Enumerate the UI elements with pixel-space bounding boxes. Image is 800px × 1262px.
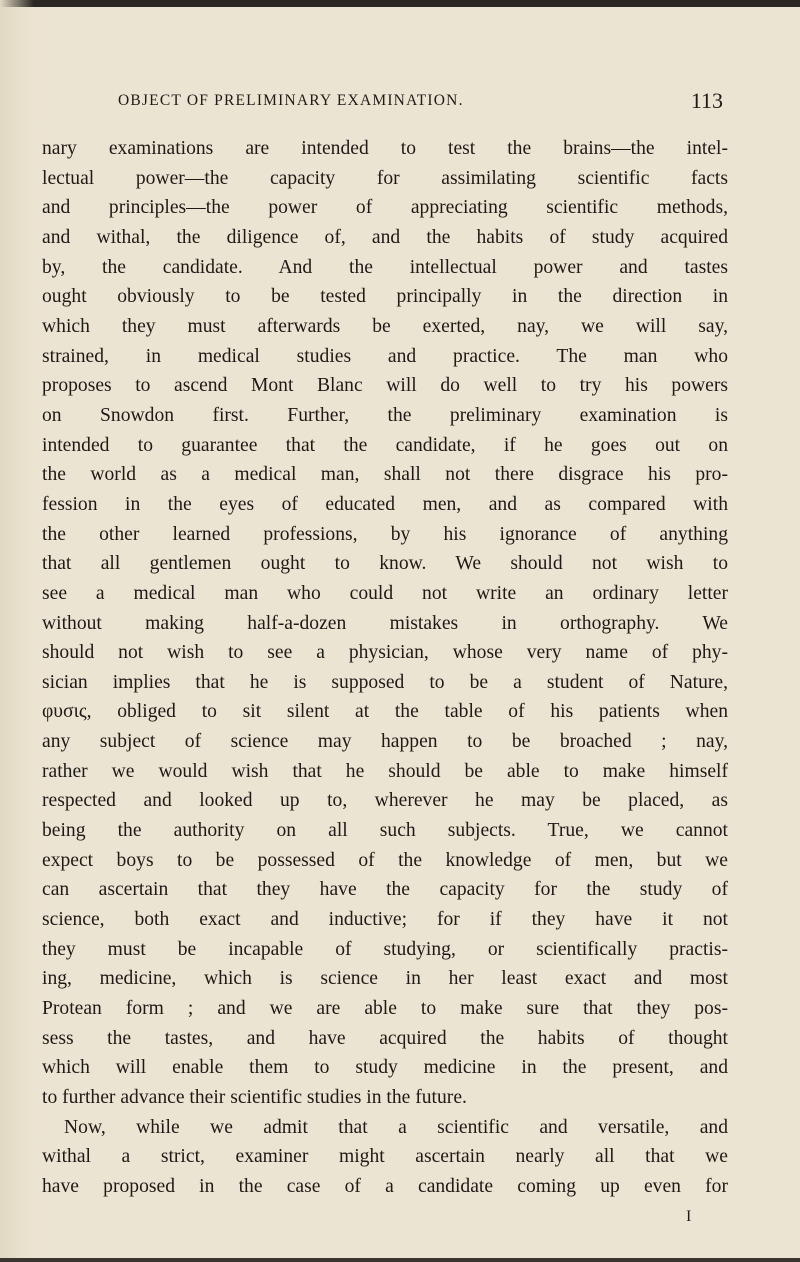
text-line: Protean form ; and we are able to make sure that they pos- [42, 998, 728, 1020]
text-line: any subject of science may happen to be broached ; nay, [42, 731, 728, 753]
text-line: strained, in medical studies and practice. The man who [42, 345, 728, 367]
text-line: see a medical man who could not write an ordinary letter [42, 582, 728, 604]
text-line: expect boys to be possessed of the knowledge of men, but we [42, 849, 728, 871]
running-head: OBJECT OF PRELIMINARY EXAMINATION. [118, 92, 464, 109]
text-line: without making half-a-dozen mistakes in orthography. We [42, 612, 728, 634]
text-line: should not wish to see a physician, whose very name of phy- [42, 642, 728, 664]
signature-mark: I [686, 1208, 692, 1225]
text-line: intended to guarantee that the candidate, if he goes out on [42, 434, 728, 456]
text-line: and principles—the power of appreciating scientific methods, [42, 197, 728, 219]
page-number: 113 [690, 88, 723, 113]
text-line: fession in the eyes of educated men, and as compared with [42, 493, 728, 515]
text-line: ing, medicine, which is science in her least exact and most [42, 968, 728, 990]
text-line: to further advance their scientific studies in the future. [42, 1087, 467, 1108]
text-line: ought obviously to be tested principally in the direction in [42, 286, 728, 308]
text-line: and withal, the diligence of, and the habits of study acquired [42, 226, 728, 248]
page-header [118, 88, 723, 118]
text-line: the world as a medical man, shall not there disgrace his pro- [42, 464, 728, 486]
bottom-edge-rule [0, 1258, 800, 1262]
text-line: by, the candidate. And the intellectual power and tastes [42, 256, 728, 278]
text-line: respected and looked up to, wherever he may be placed, as [42, 790, 728, 812]
text-line: science, both exact and inductive; for if they have it not [42, 909, 728, 931]
text-line: on Snowdon first. Further, the preliminary examination is [42, 404, 728, 426]
text-line: withal a strict, examiner might ascertain nearly all that we [42, 1146, 728, 1168]
text-line: have proposed in the case of a candidate coming up even for [42, 1175, 728, 1197]
text-line: which they must afterwards be exerted, nay, we will say, [42, 315, 728, 337]
text-line: rather we would wish that he should be able to make himself [42, 760, 728, 782]
text-line: which will enable them to study medicine in the present, and [42, 1057, 728, 1079]
text-line: that all gentlemen ought to know. We should not wish to [42, 553, 728, 575]
body-text [42, 134, 728, 1202]
text-line: can ascertain that they have the capacity for the study of [42, 879, 728, 901]
text-line: nary examinations are intended to test the brains—the intel- [42, 138, 728, 159]
text-line: they must be incapable of studying, or scientifically practis- [42, 938, 728, 960]
top-edge-rule [0, 0, 800, 7]
text-line: lectual power—the capacity for assimilating scientific facts [42, 167, 728, 189]
text-line: sician implies that he is supposed to be a student of Nature, [42, 671, 728, 693]
page-gutter-shade [0, 0, 34, 1262]
text-line: φυσις, obliged to sit silent at the table of his patients when [42, 701, 728, 723]
text-line: the other learned professions, by his ignorance of anything [42, 523, 728, 545]
text-line: proposes to ascend Mont Blanc will do well to try his powers [42, 375, 728, 397]
text-line: Now, while we admit that a scientific and versatile, and [64, 1116, 728, 1138]
text-line: sess the tastes, and have acquired the habits of thought [42, 1027, 728, 1049]
text-line: being the authority on all such subjects. True, we cannot [42, 820, 728, 842]
